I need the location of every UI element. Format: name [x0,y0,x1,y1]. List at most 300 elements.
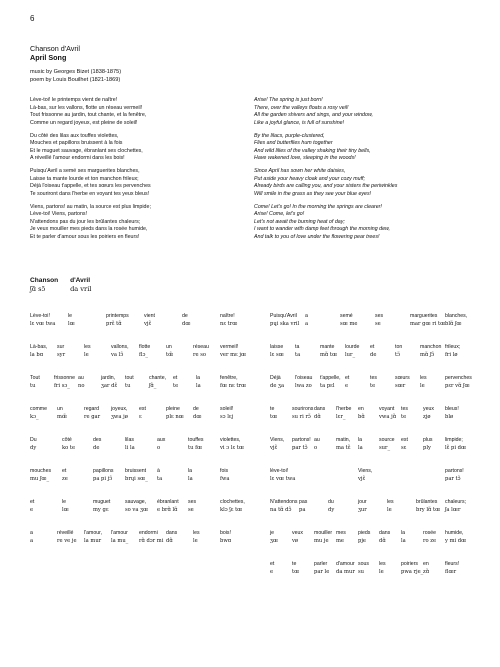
ipa-word [139,405,146,421]
ipa-word-phonetic: syr [57,352,66,358]
ipa-word [54,374,75,390]
ipa-word-french: en [423,561,429,567]
ipa-word-phonetic: ko te [62,445,76,451]
french-stanza [30,133,235,163]
credits [30,69,121,84]
ipa-word-french: les [420,375,427,381]
ipa-word [220,312,237,328]
ipa-word-phonetic: vø [292,538,299,544]
french-stanza [30,168,235,198]
ipa-word [358,529,370,545]
ipa-word-phonetic: da mur [336,569,355,575]
french-line: Puisqu'Avril a semé ses marguerites blanches, [30,168,140,174]
ipa-word-phonetic: tu [125,383,131,389]
ipa-word-phonetic: se [188,507,194,513]
ipa-word [445,529,466,545]
ipa-word [445,312,467,328]
ipa-word-french: côté [62,437,72,443]
ipa-word [30,343,47,359]
ipa-word-phonetic: fri sɔ_ [54,383,70,389]
ipa-word-french: sourirons [292,406,314,412]
ipa-word-phonetic: su ri rɔ̃ [292,414,311,420]
ipa-word [345,343,359,359]
ipa-word [30,374,40,390]
ipa-word [445,374,472,390]
ipa-word-french: la [196,375,201,381]
ipa-word-french: jour [358,499,367,505]
ipa-word-phonetic: fœ nɛ trœ [220,383,247,389]
ipa-word-phonetic: la bɑ [30,352,44,358]
ipa-word [345,374,349,390]
ipa-word-phonetic: lwa zo [295,383,312,389]
french-line: Viens, partons! au matin, la source est plus limpide; [30,203,151,210]
ipa-word-phonetic: la [358,445,363,451]
ipa-word-french: est [139,406,146,412]
ipa-word [93,436,101,452]
ipa-word-french: sœurs [395,375,410,381]
ipa-line [30,529,250,560]
ipa-word-french: la [358,437,363,443]
ipa-word-phonetic: me [336,538,344,544]
ipa-word-phonetic: ro ze [423,538,437,544]
ipa-word-french: sur [57,344,65,350]
french-line: Lève-toi! le printemps vient de naître! [30,97,118,103]
ipa-word [220,529,231,545]
ipa-word-phonetic: sœr [395,383,406,389]
ipa-word [295,374,312,390]
ipa-word [106,312,129,328]
english-line: Let's not await the burning heat of day; [254,218,345,225]
french-line: Comme un regard joyeux, est pleine de soleil! [30,119,138,126]
ipa-line [270,467,475,498]
ipa-word [157,467,162,483]
ipa-word-french: partons! [445,468,464,474]
ipa-word [193,529,200,545]
ipa-word-french: laisse [270,344,284,350]
ipa-word-phonetic: se [375,321,381,327]
ipa-word-french: réseau [193,344,209,350]
ipa-line [30,498,250,529]
ipa-word-phonetic: vjɛ̃ [144,321,152,327]
ipa-word [149,374,166,390]
ipa-word-french: et [270,561,275,567]
ipa-word-french: tes [370,375,377,381]
ipa-word-phonetic: vjɛ̃ [270,445,278,451]
ipa-word-french: veux [292,530,303,536]
ipa-line [270,405,475,436]
ipa-word-french: lilas [125,437,134,443]
ipa-word-french: te [292,561,297,567]
english-line: Put aside your heavy cloak and your cozy muff; [254,175,365,182]
ipa-line [270,436,475,467]
ipa-word-french: mante [320,344,335,350]
ipa-word-phonetic: mɑ̃ ʃɔ̃ [420,352,435,358]
ipa-word-phonetic: te [173,383,179,389]
ipa-word-phonetic: la [196,383,201,389]
ipa-word-phonetic: ver mɛ jœ [220,352,247,358]
ipa-word [395,343,402,359]
ipa-word-phonetic: li la [125,445,135,451]
french-line: Mouches et papillons bruissent à la fois [30,140,123,146]
ipa-word [379,436,395,452]
ipa-word-french: l'amour [111,530,128,536]
ipa-word [157,436,165,452]
ipa-word [62,436,75,452]
ipa-word [270,560,274,576]
ipa-word [314,405,325,421]
ipa-word-french: des [93,437,102,443]
ipa-line [270,343,475,374]
ipa-word [196,374,201,390]
ipa-word [68,312,75,328]
ipa-word-french: partons! [292,437,311,443]
ipa-word-phonetic: la [188,476,193,482]
ipa-word-phonetic: pɛr vɑ̃ ʃœ [445,383,470,389]
ipa-title-phonetic: ʃɑ̃ sɔ̃ [30,285,46,293]
ipa-word-french: le [62,499,67,505]
ipa-word-french: marguerites [410,313,438,319]
ipa-word [401,529,406,545]
ipa-word-phonetic: y mi dœ [445,538,467,544]
ipa-word-phonetic: tɔ̃ [395,352,400,358]
ipa-word-french: pleine [166,406,180,412]
ipa-word-french: jardin, [101,375,116,381]
ipa-word-french: ton [395,344,403,350]
ipa-word [144,312,155,328]
ipa-word [445,343,460,359]
ipa-word-french: bois! [220,530,231,536]
ipa-word-phonetic: pje [358,538,366,544]
ipa-word-french: est [401,437,408,443]
ipa-word-french: a [30,530,33,536]
ipa-word-phonetic: va lɔ̃ [111,352,124,358]
ipa-word-phonetic: vjɛ̃ [358,476,366,482]
ipa-word-french: l'oiseau [295,375,313,381]
ipa-word-french: le [68,313,73,319]
ipa-line [270,498,475,529]
ipa-word-french: les [193,530,200,536]
english-stanza [254,133,474,163]
ipa-word [375,312,383,328]
ipa-word-french: Là-bas, [30,344,48,350]
ipa-word [93,467,113,483]
ipa-word-phonetic: la [401,538,406,544]
ipa-word-phonetic: le [84,352,89,358]
ipa-word-phonetic: re so [193,352,206,358]
ipa-word-french: sous [358,561,369,567]
ipa-word-phonetic: tœ̃ [166,352,174,358]
ipa-line [30,312,250,343]
ipa-word [173,374,178,390]
ipa-word [62,498,69,514]
ipa-word [270,529,278,545]
ipa-word [445,560,459,576]
ipa-word-phonetic: flœr [445,569,457,575]
ipa-word-phonetic: bry lɑ̃ tœ [416,507,441,513]
ipa-word-phonetic: la mu_ [111,538,129,544]
ipa-word-french: plus [423,437,433,443]
ipa-word [182,312,190,328]
ipa-word-french: muguet [93,499,111,505]
ipa-word [410,312,445,328]
ipa-word-phonetic: e brɑ̃ lɑ̃ [157,507,178,513]
page-number: 6 [30,14,35,23]
ipa-word [358,560,369,576]
ipa-word [416,498,440,514]
ipa-word-phonetic: mu je [314,538,329,544]
ipa-word [125,498,148,514]
ipa-word-phonetic: blɑ̃ ʃœ [445,321,462,327]
ipa-word-phonetic: dɑ̃ [379,538,386,544]
french-line: Tout frissonne au jardin, tout chante, et la fenêtre, [30,112,147,118]
french-line: Là-bas, sur les vallons, flotte un réseau vermeil! [30,104,143,111]
ipa-word-phonetic: le [193,538,198,544]
ipa-word-french: limpide; [445,437,463,443]
ipa-word-phonetic: na tɑ̃ dɔ̃ [270,507,292,513]
ipa-word-phonetic: de [370,352,377,358]
ipa-word-phonetic: a [30,538,34,544]
ipa-word-french: regard [84,406,99,412]
ipa-word [314,529,332,545]
ipa-line [30,467,250,498]
ipa-word-french: vient [144,313,155,319]
ipa-word-french: de [193,406,199,412]
ipa-word [423,405,434,421]
ipa-word-french: bruissent [125,468,147,474]
french-line: Et le muguet sauvage, ébranlant ses clochettes, [30,147,143,154]
ipa-word-phonetic: bɑ̃ [358,414,365,420]
ipa-word [220,405,233,421]
english-stanza [254,204,474,242]
ipa-word-french: en [358,406,364,412]
ipa-word-phonetic: te [401,414,407,420]
ipa-word-french: clochettes, [220,499,245,505]
ipa-word [270,498,298,514]
english-line: Like a joyful glance, is full of sunshine! [254,119,345,126]
music-credit: music by Georges Bizet (1838-1875) [30,69,122,75]
ipa-line [30,343,250,374]
ipa-word [314,436,320,452]
english-stanza [254,97,474,127]
ipa-word [320,343,337,359]
ipa-word-phonetic: mœ̃ [57,414,68,420]
ipa-word-phonetic: nɛ trœ [220,321,238,327]
ipa-word-phonetic: vwa jɑ̃ [379,414,397,420]
ipa-word-french: Viens, [270,437,285,443]
ipa-word [30,467,51,483]
ipa-word-french: bleus! [445,406,459,412]
ipa-word-french: frileux; [445,344,461,350]
ipa-word-french: flotte [139,344,151,350]
ipa-word [328,498,334,514]
ipa-word [62,467,68,483]
ipa-word [166,343,173,359]
title-english: April Song [30,53,67,62]
ipa-word [420,374,427,390]
ipa-word-french: les [387,499,394,505]
ipa-word-french: et [30,499,35,505]
ipa-word-french: du [328,499,334,505]
ipa-line [30,374,250,405]
ipa-word-french: mouches [30,468,52,474]
ipa-word [111,343,129,359]
english-stanza [254,168,474,198]
ipa-word [125,374,134,390]
ipa-word-phonetic: e [270,569,274,575]
ipa-word-french: dans [379,530,391,536]
ipa-word-phonetic: my gɛ [93,507,109,513]
ipa-word [270,312,299,328]
ipa-right-column [270,312,475,591]
ipa-word-phonetic: ʒwa jø [111,414,128,420]
ipa-word-french: Viens, [358,468,373,474]
ipa-word-phonetic: re gar [84,414,101,420]
ipa-word-french: je [270,530,275,536]
ipa-word [320,374,341,390]
english-line: Will smile in the grass as they see your blue eyes! [254,190,372,197]
ipa-word-french: réveillé [57,530,74,536]
ipa-word-phonetic: prɛ̃ tɑ̃ [106,321,122,327]
english-line: All the garden shivers and sings, and your window, [254,112,373,118]
ipa-word-phonetic: ma tɛ̃ [336,445,351,451]
ipa-word-french: ses [188,499,197,505]
ipa-word-french: dans [314,406,326,412]
ipa-word [93,498,110,514]
ipa-word-french: fois [220,468,229,474]
ipa-word [336,529,346,545]
ipa-word-phonetic: plɛ nœ [166,414,184,420]
ipa-word-phonetic: lur_ [345,352,356,358]
ipa-word [358,436,363,452]
ipa-word [188,436,203,452]
english-line: I want to wander with damp feet through the morning dew, [254,226,391,232]
ipa-word [270,374,284,390]
ipa-word [193,405,201,421]
ipa-word-french: fenêtre, [220,375,238,381]
ipa-word-phonetic: ply [423,445,431,451]
ipa-word [57,529,77,545]
ipa-word [270,405,277,421]
ipa-word-french: les [84,344,91,350]
ipa-word-french: lève-toi! [270,468,289,474]
ipa-word [84,405,100,421]
ipa-word-phonetic: lœ [62,507,69,513]
ipa-word [423,529,436,545]
ipa-word [420,343,441,359]
ipa-word [157,498,179,514]
ipa-word [193,343,209,359]
ipa-word [445,467,464,483]
ipa-word-french: fleurs! [445,561,460,567]
ipa-word-phonetic: dœ [182,321,191,327]
ipa-word-phonetic: mu ʃœ_ [30,476,50,482]
ipa-word-french: un [166,344,172,350]
ipa-word-phonetic: sur_ [379,445,391,451]
ipa-word-phonetic: zjø [423,414,431,420]
ipa-word-phonetic: rɑ̃ dɔr mi [139,538,164,544]
ipa-word [292,560,299,576]
ipa-word-french: Lève-toi! [30,313,50,319]
english-translation [254,97,474,247]
ipa-word [270,467,295,483]
ipa-word [220,343,246,359]
ipa-word [423,436,433,452]
ipa-word [84,529,102,545]
ipa-word [401,560,423,576]
ipa-word [358,498,367,514]
ipa-word-french: la [188,468,193,474]
ipa-word-french: joyeux, [111,406,128,412]
ipa-word-phonetic: lɛ vœ twa [30,321,56,327]
ipa-word-phonetic: ta pɛl [320,383,335,389]
ipa-line [30,405,250,436]
ipa-word-french: l'amour, [84,530,103,536]
ipa-word-french: au [314,437,320,443]
ipa-line [30,436,250,467]
ipa-word-phonetic: dy [328,507,335,513]
ipa-word-french: Tout [30,375,40,381]
ipa-word-phonetic: bwɑ [220,538,232,544]
ipa-word-french: poiriers [401,561,419,567]
ipa-word-phonetic: a [305,321,309,327]
ipa-word [139,529,163,545]
english-line: Come! Let's go! In the morning the springs are clearer! [254,203,382,210]
ipa-word-phonetic: te [370,383,376,389]
ipa-word [30,529,33,545]
ipa-word-french: pervenches [445,375,472,381]
ipa-word-phonetic: pa pi jɔ̃ [93,476,113,482]
ipa-word-french: chaleurs; [445,499,467,505]
ipa-word [340,312,357,328]
ipa-word-phonetic: par tɔ̃ [445,476,461,482]
ipa-word [30,405,47,421]
ipa-word-french: et [370,344,375,350]
ipa-word-french: source [379,437,395,443]
ipa-word-phonetic: pɥi ska vril [270,321,300,327]
ipa-word-french: te [270,406,275,412]
french-line: Je veux mouiller mes pieds dans la rosée humide, [30,226,148,232]
ipa-word [125,467,148,483]
ipa-word-phonetic: no [78,383,85,389]
ipa-word [387,498,394,514]
english-line: And wild lilies of the valley shaking their tiny bells, [254,147,371,154]
ipa-word [305,312,308,328]
ipa-word-phonetic: o [157,445,161,451]
ipa-word-phonetic: mɑ̃ tœ [320,352,338,358]
ipa-line [270,374,475,405]
ipa-title [30,277,101,294]
ipa-word-phonetic: sɔ lɛj [220,414,234,420]
ipa-word [30,436,37,452]
ipa-word [336,405,351,421]
ipa-word-french: vermeil! [220,344,239,350]
english-line: Arise! The spring is just born! [254,97,323,103]
english-line: Since April has sown her white daisies, [254,168,346,174]
ipa-word-phonetic: dy [30,445,37,451]
ipa-word-french: lourde [345,344,360,350]
ipa-word [401,436,408,452]
ipa-word-french: parler [314,561,328,567]
ipa-word-phonetic: blø [445,414,454,420]
ipa-word [292,436,311,452]
ipa-word [84,343,91,359]
ipa-word-french: pieds [358,530,371,536]
ipa-line [270,560,475,591]
ipa-word [57,405,67,421]
ipa-word [295,343,300,359]
ipa-word-phonetic: ta [295,352,301,358]
ipa-word [139,343,150,359]
